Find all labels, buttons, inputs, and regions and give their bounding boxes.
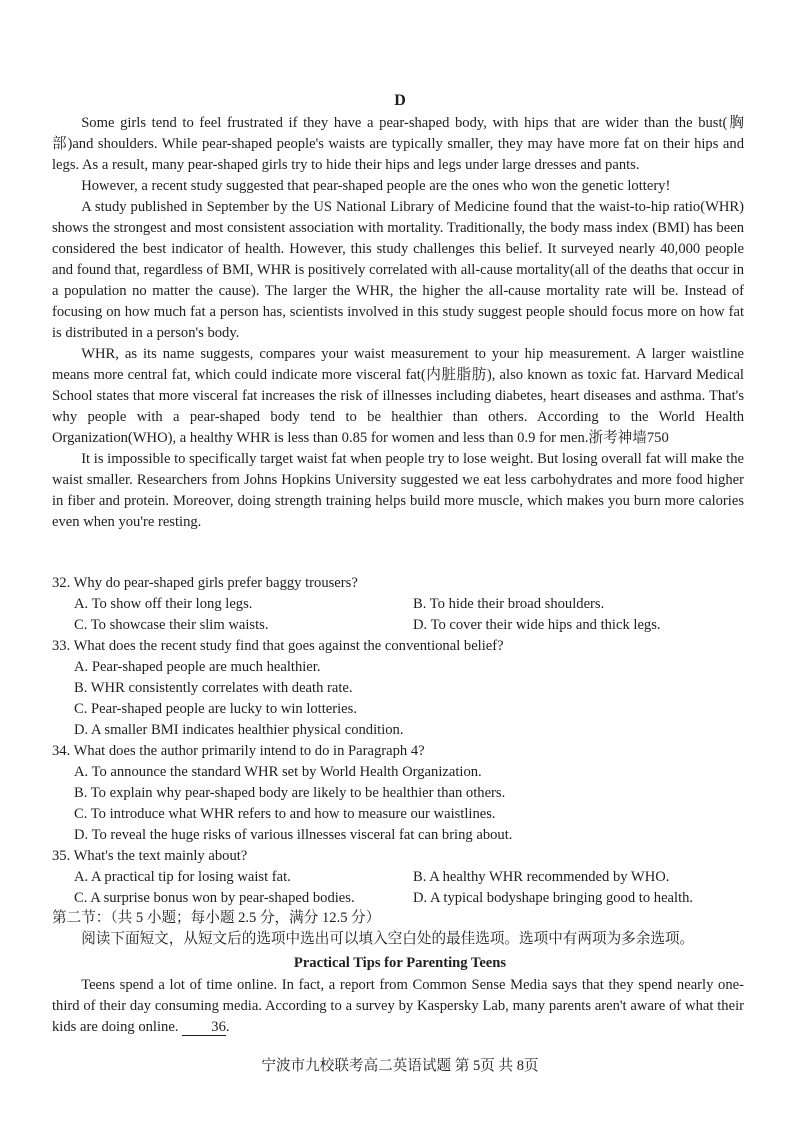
article-paragraph bbox=[52, 975, 744, 1038]
question-list bbox=[52, 573, 752, 909]
section-title: D bbox=[394, 92, 406, 109]
question-33 bbox=[52, 636, 752, 741]
passage-paragraph: A study published in September by the US National Library of Medicine found that the waist-to-hip ratio(WHR) shows the strongest and most consistent association with mortality. Traditionally, the body mass index (BMI) has been considered the best indicator of health. However, this study challenges this belief. It surveyed nearly 40,000 people and found that, regardless of BMI, WHR is positively correlated with all-cause mortality(all of the deaths that occur in a population no matter the cause). The larger the WHR, the higher the all-cause mortality rate will be. Instead of focusing on how much fat a person has, scientists involved in this study suggest people should focus more on how fat is distributed in a person's body. bbox=[52, 199, 744, 341]
article-text-end: . bbox=[225, 1019, 230, 1035]
question-stem: 32. Why do pear-shaped girls prefer baggy trousers? bbox=[52, 575, 358, 591]
option-b: B. To explain why pear-shaped body are likely to be healthier than others. bbox=[74, 785, 506, 801]
passage-paragraph: Some girls tend to feel frustrated if they have a pear-shaped body, with hips that are wider than the bust(胸部)and shoulders. While pear-shaped people's waists are typically smaller, they may have more fat on their hips and legs. As a result, many pear-shaped girls try to hide their hips and legs under large dresses and pants. bbox=[52, 115, 744, 173]
option-c: C. To showcase their slim waists. bbox=[74, 617, 269, 633]
option-b: B. WHR consistently correlates with death rate. bbox=[74, 680, 353, 696]
question-stem: 34. What does the author primarily intend to do in Paragraph 4? bbox=[52, 743, 425, 759]
option-c: C. To introduce what WHR refers to and how to measure our waistlines. bbox=[74, 806, 496, 822]
option-d: D. A smaller BMI indicates healthier physical condition. bbox=[74, 722, 404, 738]
option-c: C. Pear-shaped people are lucky to win lotteries. bbox=[74, 701, 357, 717]
cloze-article bbox=[52, 975, 744, 1038]
option-c: C. A surprise bonus won by pear-shaped bodies. bbox=[74, 890, 355, 906]
question-stem: 33. What does the recent study find that goes against the conventional belief? bbox=[52, 638, 504, 654]
question-34 bbox=[52, 741, 752, 846]
page-footer: 宁波市九校联考高二英语试题 第 5页 共 8页 bbox=[261, 1058, 539, 1074]
section-instructions: 阅读下面短文，从短文后的选项中选出可以填入空白处的最佳选项。选项中有两项为多余选项。 bbox=[81, 931, 695, 947]
reading-passage bbox=[52, 113, 744, 533]
option-b: B. To hide their broad shoulders. bbox=[413, 596, 605, 612]
option-a: A. A practical tip for losing waist fat. bbox=[74, 869, 291, 885]
passage-paragraph: However, a recent study suggested that pear-shaped people are the ones who won the genetic lottery! bbox=[81, 178, 671, 194]
option-a: A. To announce the standard WHR set by World Health Organization. bbox=[74, 764, 482, 780]
article-text: Teens spend a lot of time online. In fact, a report from Common Sense Media says that they spend nearly one-third of their day consuming media. According to a survey by Kaspersky Lab, many parents aren't aware of what their kids are doing online. bbox=[52, 977, 744, 1035]
option-a: A. Pear-shaped people are much healthier. bbox=[74, 659, 321, 675]
passage-paragraph: WHR, as its name suggests, compares your waist measurement to your hip measurement. A larger waistline means more central fat, which could indicate more visceral fat(内脏脂肪), also known as toxic fat. Harvard Medical School states that more visceral fat increases the risk of illnesses including diabetes, heart diseases and asthma. That's why people with a pear-shaped body tend to be healthier than others. According to the World Health Organization(WHO), a healthy WHR is less than 0.85 for women and less than 0.9 for men.浙考神墙750 bbox=[52, 346, 744, 446]
option-a: A. To show off their long legs. bbox=[74, 596, 253, 612]
question-stem: 35. What's the text mainly about? bbox=[52, 848, 248, 864]
answer-blank-36[interactable]: 36 bbox=[182, 1019, 226, 1036]
article-title: Practical Tips for Parenting Teens bbox=[293, 955, 507, 971]
section-two-header bbox=[52, 908, 752, 950]
option-d: D. To reveal the huge risks of various illnesses visceral fat can bring about. bbox=[74, 827, 513, 843]
option-d: D. To cover their wide hips and thick legs. bbox=[413, 617, 661, 633]
question-35 bbox=[52, 846, 752, 909]
option-d: D. A typical bodyshape bringing good to health. bbox=[413, 890, 694, 906]
option-b: B. A healthy WHR recommended by WHO. bbox=[413, 869, 670, 885]
passage-paragraph: It is impossible to specifically target waist fat when people try to lose weight. But losing overall fat will make the waist smaller. Researchers from Johns Hopkins University suggested we eat less carbohydrates and more food higher in fiber and protein. Moreover, doing strength training helps build more muscle, which makes you burn more calories even when you're resting. bbox=[52, 451, 744, 530]
section-heading: 第二节：（共 5 小题；每小题 2.5 分，满分 12.5 分） bbox=[52, 910, 381, 926]
question-32 bbox=[52, 573, 752, 636]
